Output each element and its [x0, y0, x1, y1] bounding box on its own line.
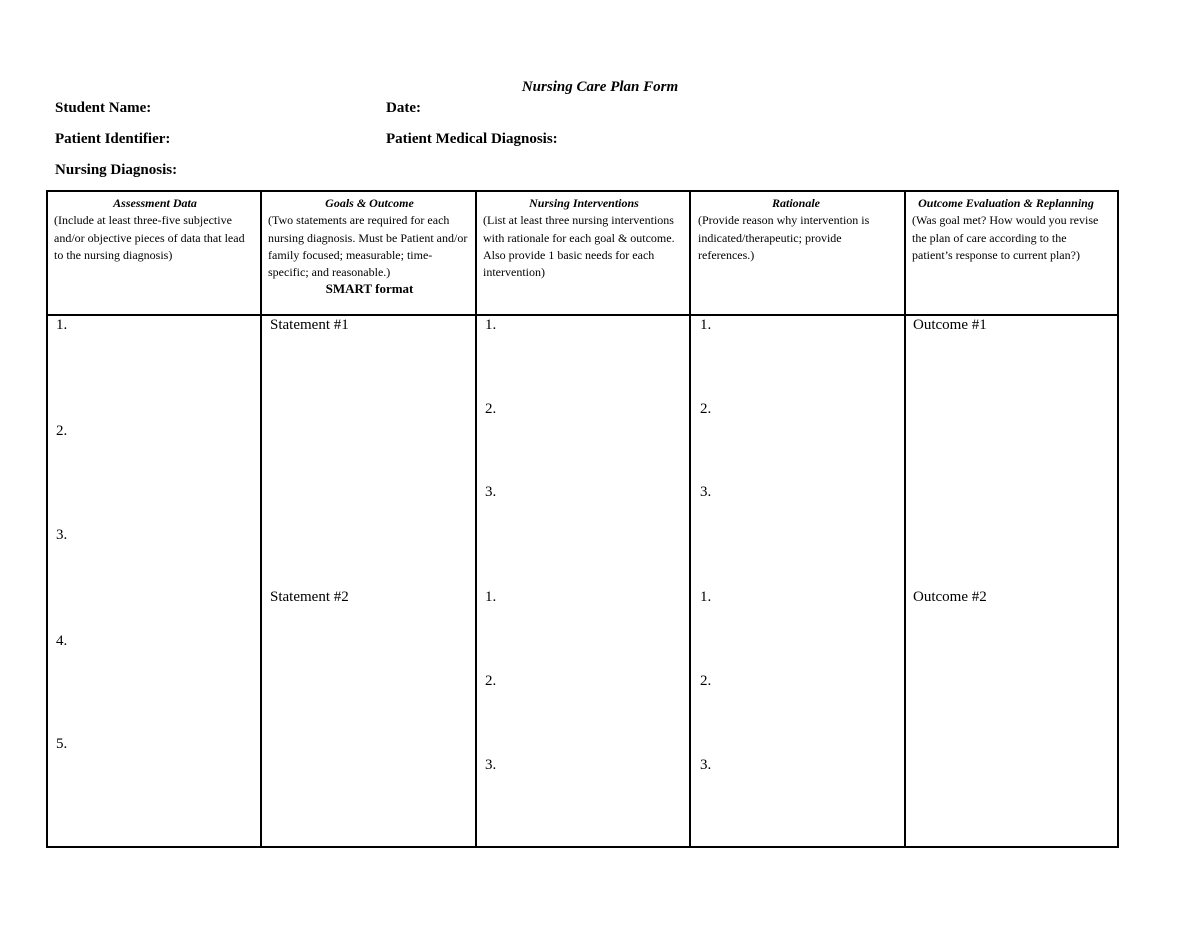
header-title: Assessment Data — [113, 196, 197, 210]
patient-identifier-label: Patient Identifier: — [55, 131, 171, 147]
header-description: (Was goal met? How would you revise the plan of care according to the patient’s response to current plan?) — [912, 213, 1099, 262]
goal-statement: Statement #2 — [270, 589, 349, 605]
header-description: (Provide reason why intervention is indicated/therapeutic; provide references.) — [698, 213, 870, 262]
header-outcome-evaluation — [912, 195, 1100, 264]
student-name-label: Student Name: — [55, 100, 152, 116]
column-divider — [260, 192, 262, 846]
header-rationale — [698, 195, 894, 264]
assessment-item: 4. — [56, 633, 68, 649]
header-title: Nursing Interventions — [529, 196, 639, 210]
rationale-item: 1. — [700, 317, 712, 333]
care-plan-table — [46, 190, 1119, 848]
smart-format-label: SMART format — [325, 281, 414, 297]
header-description: (Include at least three-five subjective and/or objective pieces of data that lead to the nursing diagnosis) — [54, 213, 245, 262]
intervention-item: 3. — [485, 757, 497, 773]
assessment-item: 2. — [56, 423, 68, 439]
outcome-item: Outcome #2 — [913, 589, 987, 605]
intervention-item: 2. — [485, 673, 497, 689]
intervention-item: 2. — [485, 401, 497, 417]
assessment-item: 1. — [56, 317, 68, 333]
assessment-item: 5. — [56, 736, 68, 752]
rationale-item: 3. — [700, 484, 712, 500]
header-title: Goals & Outcome — [325, 196, 414, 210]
intervention-item: 3. — [485, 484, 497, 500]
header-description: (Two statements are required for each nursing diagnosis. Must be Patient and/or family focused; measurable; time-specific; and reasonable.) — [268, 213, 468, 280]
header-assessment-data — [54, 195, 256, 264]
header-description: (List at least three nursing interventions with rationale for each goal & outcome. Also provide 1 basic needs for each intervention) — [483, 213, 675, 280]
rationale-item: 3. — [700, 757, 712, 773]
column-divider — [904, 192, 906, 846]
header-title: Rationale — [771, 196, 820, 210]
nursing-diagnosis-label: Nursing Diagnosis: — [55, 162, 178, 178]
date-label: Date: — [386, 100, 421, 116]
header-nursing-interventions — [483, 195, 685, 281]
rationale-item: 2. — [700, 673, 712, 689]
intervention-item: 1. — [485, 589, 497, 605]
header-goals-outcome — [268, 195, 471, 297]
column-divider — [475, 192, 477, 846]
goal-statement: Statement #1 — [270, 317, 349, 333]
rationale-item: 1. — [700, 589, 712, 605]
rationale-item: 2. — [700, 401, 712, 417]
header-title: Outcome Evaluation & Replanning — [918, 196, 1094, 210]
column-divider — [689, 192, 691, 846]
form-title: Nursing Care Plan Form — [521, 79, 679, 95]
intervention-item: 1. — [485, 317, 497, 333]
patient-medical-diagnosis-label: Patient Medical Diagnosis: — [386, 131, 558, 147]
header-divider — [48, 314, 1117, 316]
outcome-item: Outcome #1 — [913, 317, 987, 333]
assessment-item: 3. — [56, 527, 68, 543]
